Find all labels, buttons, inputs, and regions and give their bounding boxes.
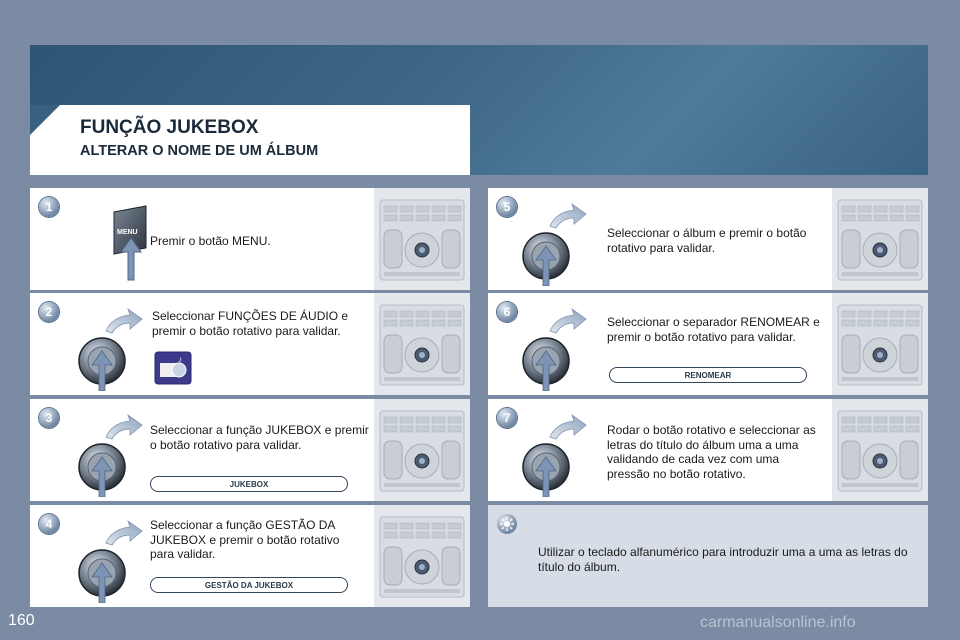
- device-panel: [374, 399, 470, 501]
- step-number: 2: [39, 302, 59, 322]
- menu-option-pill: RENOMEAR: [609, 367, 807, 383]
- page-title: FUNÇÃO JUKEBOX: [80, 117, 259, 138]
- sun-icon: [497, 514, 517, 534]
- device-panel: [374, 293, 470, 395]
- device-panel: [832, 293, 928, 395]
- step-number: 1: [39, 197, 59, 217]
- svg-text:MENU: MENU: [117, 229, 138, 236]
- page-subtitle: ALTERAR O NOME DE UM ÁLBUM: [80, 143, 319, 159]
- tip-box: [488, 505, 928, 607]
- step-text: Seleccionar o separador RENOMEAR e premir o botão rotativo para validar.: [607, 315, 820, 344]
- svg-text:♪: ♪: [178, 355, 182, 364]
- step-4: [30, 505, 470, 607]
- step-3: [30, 399, 470, 501]
- rotary-knob-icon: [76, 519, 146, 603]
- device-panel: [832, 188, 928, 290]
- rotary-knob-icon: [520, 202, 590, 286]
- step-2: [30, 293, 470, 395]
- rotary-knob-icon: [520, 307, 590, 391]
- audio-functions-icon: [154, 351, 192, 385]
- menu-button-icon: [108, 202, 152, 282]
- step-text: Premir o botão MENU.: [150, 234, 271, 248]
- rotary-knob-icon: [520, 413, 590, 497]
- step-text: Seleccionar a função GESTÃO DA JUKEBOX e premir o botão rotativo para validar.: [150, 518, 340, 561]
- page-number: 160: [8, 612, 35, 629]
- step-number: 5: [497, 197, 517, 217]
- step-number: 3: [39, 408, 59, 428]
- watermark: carmanualsonline.info: [700, 614, 856, 631]
- step-1: [30, 188, 470, 290]
- menu-option-pill: JUKEBOX: [150, 476, 348, 492]
- device-panel: [374, 188, 470, 290]
- step-5: [488, 188, 928, 290]
- step-text: Seleccionar o álbum e premir o botão rotativo para validar.: [607, 226, 807, 255]
- rotary-knob-icon: [76, 413, 146, 497]
- step-7: [488, 399, 928, 501]
- step-number: 7: [497, 408, 517, 428]
- menu-option-pill: GESTÃO DA JUKEBOX: [150, 577, 348, 593]
- rotary-knob-icon: [76, 307, 146, 391]
- device-panel: [374, 505, 470, 607]
- step-number: 4: [39, 514, 59, 534]
- step-number: 6: [497, 302, 517, 322]
- title-box: [30, 105, 470, 175]
- step-text: Seleccionar FUNÇÕES DE ÁUDIO e premir o botão rotativo para validar.: [152, 309, 349, 338]
- step-text: Seleccionar a função JUKEBOX e premir o botão rotativo para validar.: [150, 423, 369, 452]
- step-text: Rodar o botão rotativo e seleccionar as letras do título do álbum uma a uma validando de cada vez com uma pressão no botão rotativo.: [607, 423, 816, 481]
- device-panel: [832, 399, 928, 501]
- tip-text: Utilizar o teclado alfanumérico para introduzir uma a uma as letras do título do álbum.: [538, 545, 908, 574]
- step-6: [488, 293, 928, 395]
